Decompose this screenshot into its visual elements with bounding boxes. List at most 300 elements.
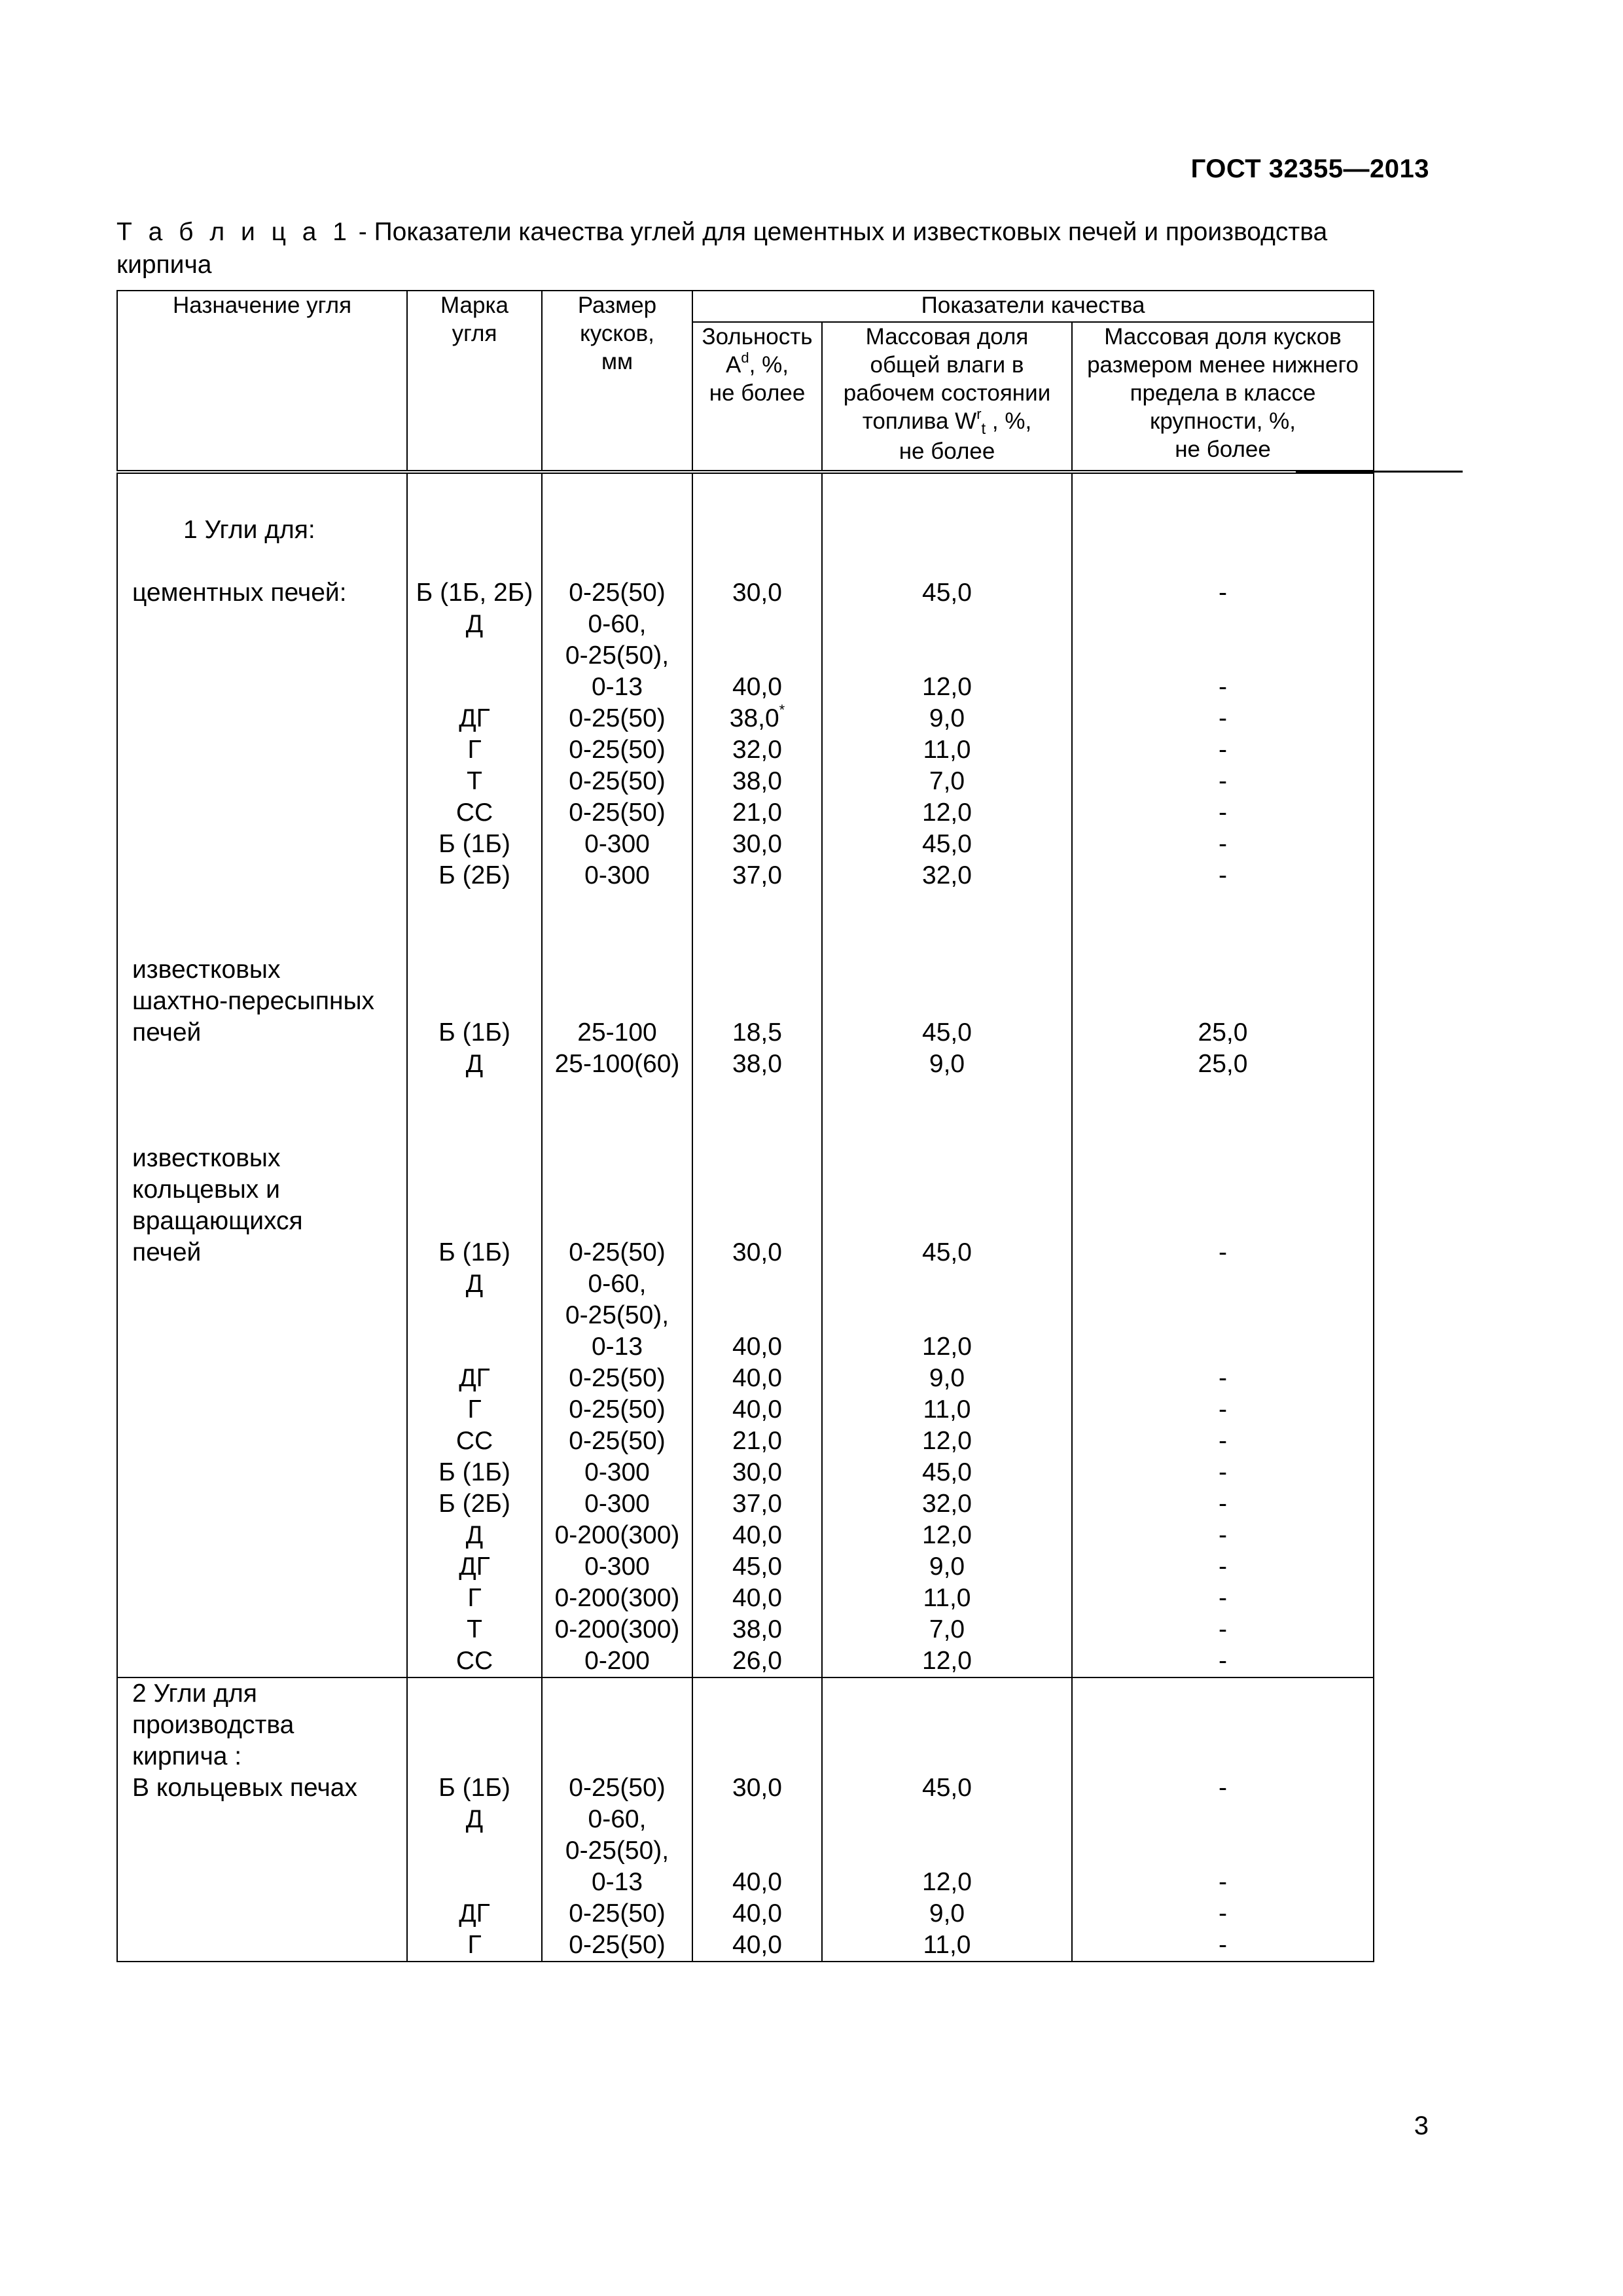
table-caption-prefix: Т а б л и ц а 1 bbox=[116, 218, 351, 246]
table-cell-line: 9,0 bbox=[929, 1899, 965, 1928]
table-cell-line bbox=[693, 1268, 821, 1300]
header-grade: Марка угля bbox=[407, 291, 542, 472]
table-cell-line: Д bbox=[465, 1521, 484, 1549]
table-cell-line: 40,0 bbox=[732, 673, 782, 701]
table-cell-line bbox=[132, 1331, 406, 1363]
table-cell-line: 11,0 bbox=[923, 1395, 971, 1424]
table-cell-line bbox=[823, 1678, 1071, 1710]
table-cell-line bbox=[1073, 1741, 1373, 1772]
table-cell-line: - bbox=[1219, 736, 1227, 764]
table-cell-line bbox=[408, 986, 541, 1017]
table-cell-line: 21,0 bbox=[732, 798, 782, 827]
table-cell-line: 0-13 bbox=[591, 673, 643, 701]
section1-moisture-cell bbox=[822, 472, 1072, 1677]
table-cell-line bbox=[823, 1174, 1071, 1206]
header-size: Размер кусков, мм bbox=[542, 291, 692, 472]
table-cell-line bbox=[823, 1111, 1071, 1143]
header-purpose: Назначение угля bbox=[117, 291, 407, 472]
table-cell-line bbox=[823, 546, 1071, 577]
table-cell-line bbox=[823, 1080, 1071, 1111]
document-id: ГОСТ 32355—2013 bbox=[1190, 154, 1429, 183]
table-cell-line: СС bbox=[455, 798, 493, 827]
table-cell-line bbox=[408, 1331, 541, 1363]
table-cell-line: - bbox=[1219, 767, 1227, 795]
table-cell-line: 0-25(50) bbox=[569, 1774, 666, 1802]
table-cell-line bbox=[823, 1710, 1071, 1741]
table-cell-line bbox=[132, 672, 406, 703]
table-cell-line bbox=[132, 734, 406, 766]
table-cell-line bbox=[693, 514, 821, 546]
table-cell-line: 7,0 bbox=[929, 1615, 965, 1643]
table-cell-line bbox=[132, 1111, 406, 1143]
table-cell-line bbox=[1073, 640, 1373, 672]
table-cell-line: 0-60, bbox=[588, 610, 647, 638]
table-cell-line: 38,0* bbox=[729, 702, 785, 732]
table-cell-line bbox=[132, 1457, 406, 1488]
header-moisture: Массовая доля общей влаги в рабочем состоянии топлива $W^r_t$ , %, не более bbox=[822, 322, 1072, 472]
table-cell-line bbox=[823, 1835, 1071, 1867]
table-cell-line bbox=[408, 1835, 541, 1867]
table-cell-line: - bbox=[1219, 1615, 1227, 1643]
table-cell-line: известковых bbox=[132, 1144, 281, 1172]
section2-grade-cell bbox=[407, 1677, 542, 1962]
table-cell-line bbox=[132, 1583, 406, 1614]
table-cell-line bbox=[132, 1645, 406, 1677]
table-cell-line bbox=[1073, 1111, 1373, 1143]
table-cell-line: 32,0 bbox=[922, 861, 972, 889]
table-cell-line bbox=[543, 1174, 692, 1206]
table-cell-line bbox=[823, 1741, 1071, 1772]
table-cell-line: 0-60, bbox=[588, 1270, 647, 1298]
section1-purpose-cell bbox=[117, 472, 407, 1677]
table-cell-line: 30,0 bbox=[732, 1774, 782, 1802]
table-cell-line: ДГ bbox=[459, 1552, 490, 1581]
table-cell-line: 45,0 bbox=[922, 579, 972, 607]
table-cell-line: 32,0 bbox=[922, 1490, 972, 1518]
table-section-2 bbox=[117, 1677, 1374, 1962]
table-cell-line bbox=[693, 640, 821, 672]
table-cell-line bbox=[693, 986, 821, 1017]
table-cell-line: 0-25(50) bbox=[569, 579, 666, 607]
table-cell-line bbox=[1073, 1678, 1373, 1710]
table-cell-line: 12,0 bbox=[922, 1868, 972, 1896]
table-cell-line: - bbox=[1219, 1647, 1227, 1675]
table-cell-line bbox=[132, 1363, 406, 1394]
table-cell-line: кольцевых и bbox=[132, 1175, 280, 1204]
table-cell-line: 0-300 bbox=[584, 1458, 650, 1486]
table-cell-line: 0-25(50) bbox=[569, 767, 666, 795]
table-cell-line: 0-60, bbox=[588, 1805, 647, 1833]
table-cell-line: 7,0 bbox=[929, 767, 965, 795]
table-cell-line bbox=[543, 1143, 692, 1174]
table-cell-line: 0-25(50) bbox=[569, 798, 666, 827]
table-cell-line: 0-300 bbox=[584, 830, 650, 858]
header-ash: Зольность $A^d$, %, не более bbox=[692, 322, 822, 472]
table-cell-line bbox=[693, 1300, 821, 1331]
table-cell-line bbox=[132, 640, 406, 672]
table-cell-line bbox=[693, 1804, 821, 1835]
table-cell-line: 9,0 bbox=[929, 1364, 965, 1392]
table-cell-line bbox=[693, 954, 821, 986]
section1-grade-cell bbox=[407, 472, 542, 1677]
table-cell-line bbox=[543, 986, 692, 1017]
table-cell-line bbox=[823, 1268, 1071, 1300]
table-cell-line: Г bbox=[467, 1395, 482, 1424]
table-cell-line: 38,0 bbox=[732, 1050, 782, 1078]
table-cell-line: 30,0 bbox=[732, 1238, 782, 1266]
table-cell-line bbox=[693, 1174, 821, 1206]
table-cell-line: Б (1Б) bbox=[438, 1458, 510, 1486]
table-caption bbox=[116, 216, 1386, 281]
table-cell-line bbox=[823, 1804, 1071, 1835]
table-cell-line bbox=[543, 1080, 692, 1111]
table-cell-line: Д bbox=[465, 610, 484, 638]
table-cell-line: 25-100(60) bbox=[554, 1050, 680, 1078]
table-cell-line: 0-13 bbox=[591, 1868, 643, 1896]
table-cell-line bbox=[693, 923, 821, 954]
table-cell-line bbox=[823, 609, 1071, 640]
table-cell-line bbox=[823, 1143, 1071, 1174]
table-cell-line: 25,0 bbox=[1198, 1050, 1248, 1078]
table-cell-line: 45,0 bbox=[732, 1552, 782, 1581]
table-cell-line: 12,0 bbox=[922, 673, 972, 701]
table-cell-line bbox=[1073, 1268, 1373, 1300]
section1-fines-cell bbox=[1072, 472, 1374, 1677]
table-cell-line: Б (1Б, 2Б) bbox=[416, 579, 533, 607]
table-cell-line: СС bbox=[455, 1647, 493, 1675]
table-cell-line: 40,0 bbox=[732, 1521, 782, 1549]
table-cell-line: 40,0 bbox=[732, 1931, 782, 1959]
table-cell-line: 30,0 bbox=[732, 830, 782, 858]
table-cell-line bbox=[132, 1551, 406, 1583]
table-cell-line bbox=[132, 829, 406, 860]
table-cell-line: 12,0 bbox=[922, 1333, 972, 1361]
table-cell-line bbox=[823, 986, 1071, 1017]
table-cell-line bbox=[693, 1206, 821, 1237]
table-cell-line bbox=[132, 1614, 406, 1645]
table-cell-line: В кольцевых печах bbox=[132, 1774, 357, 1802]
table-cell-line: - bbox=[1219, 1395, 1227, 1424]
table-cell-line bbox=[132, 609, 406, 640]
table-cell-line bbox=[1073, 1331, 1373, 1363]
table-cell-line: известковых bbox=[132, 956, 281, 984]
table-cell-line bbox=[1073, 1143, 1373, 1174]
table-cell-line: 0-25(50), bbox=[565, 641, 669, 670]
table-cell-line bbox=[408, 891, 541, 923]
table-cell-line: - bbox=[1219, 704, 1227, 732]
table-cell-line bbox=[408, 514, 541, 546]
table-cell-line bbox=[132, 1835, 406, 1867]
table-cell-line: 0-13 bbox=[591, 1333, 643, 1361]
table-cell-line bbox=[132, 1867, 406, 1898]
table-cell-line: 0-25(50), bbox=[565, 1301, 669, 1329]
table-cell-line: - bbox=[1219, 1490, 1227, 1518]
table-cell-line: Г bbox=[467, 1931, 482, 1959]
table-cell-line bbox=[132, 766, 406, 797]
table-cell-line: 11,0 bbox=[923, 736, 971, 764]
header-quality-group: Показатели качества bbox=[692, 291, 1374, 322]
table-cell-line: 26,0 bbox=[732, 1647, 782, 1675]
table-cell-line: 0-200(300) bbox=[554, 1615, 680, 1643]
table-cell-line bbox=[132, 891, 406, 923]
table-cell-line: 45,0 bbox=[922, 1238, 972, 1266]
table-cell-line: 12,0 bbox=[922, 798, 972, 827]
table-cell-line: 0-200 bbox=[584, 1647, 650, 1675]
table-cell-line bbox=[543, 1710, 692, 1741]
table-cell-line bbox=[1073, 1300, 1373, 1331]
table-cell-line: 25,0 bbox=[1198, 1018, 1248, 1047]
table-cell-line bbox=[1073, 986, 1373, 1017]
table-cell-line bbox=[823, 954, 1071, 986]
table-cell-line bbox=[693, 1835, 821, 1867]
table-cell-line: 0-25(50) bbox=[569, 1931, 666, 1959]
table-cell-line bbox=[408, 1710, 541, 1741]
section1-ash-cell bbox=[692, 472, 822, 1677]
table-cell-line: - bbox=[1219, 1899, 1227, 1928]
table-cell-line: - bbox=[1219, 830, 1227, 858]
table-cell-line bbox=[408, 954, 541, 986]
table-cell-line bbox=[132, 1394, 406, 1426]
section2-ash-cell bbox=[692, 1677, 822, 1962]
table-cell-line bbox=[132, 1268, 406, 1300]
table-cell-line: печей bbox=[132, 1018, 202, 1047]
table-cell-line bbox=[823, 640, 1071, 672]
table-cell-line: Б (1Б) bbox=[438, 1774, 510, 1802]
table-cell-line bbox=[543, 514, 692, 546]
table-cell-line: вращающихся bbox=[132, 1207, 303, 1235]
section2-size-cell bbox=[542, 1677, 692, 1962]
table-cell-line bbox=[1073, 1206, 1373, 1237]
table-cell-line: Б (2Б) bbox=[438, 1490, 510, 1518]
table-cell-line bbox=[408, 1111, 541, 1143]
table-cell-line bbox=[543, 1111, 692, 1143]
table-cell-line bbox=[408, 672, 541, 703]
table-cell-line bbox=[408, 1206, 541, 1237]
table-cell-line: 37,0 bbox=[732, 1490, 782, 1518]
table-cell-line bbox=[132, 1300, 406, 1331]
table-cell-line bbox=[1073, 954, 1373, 986]
table-cell-line: Г bbox=[467, 736, 482, 764]
table-cell-line bbox=[408, 1080, 541, 1111]
table-cell-line: 0-300 bbox=[584, 1552, 650, 1581]
table-cell-line: Т bbox=[467, 767, 482, 795]
table-cell-line bbox=[132, 1488, 406, 1520]
table-cell-line: 21,0 bbox=[732, 1427, 782, 1455]
table-cell-line: - bbox=[1219, 1584, 1227, 1612]
table-cell-line: 0-25(50) bbox=[569, 1238, 666, 1266]
table-cell-line bbox=[132, 923, 406, 954]
table-cell-line bbox=[132, 797, 406, 829]
table-cell-line bbox=[1073, 609, 1373, 640]
table-cell-line bbox=[543, 1678, 692, 1710]
table-cell-line bbox=[693, 1143, 821, 1174]
table-cell-line: - bbox=[1219, 673, 1227, 701]
table-cell-line: Б (1Б) bbox=[438, 1238, 510, 1266]
header-fines: Массовая доля кусков размером менее нижнего предела в классе крупности, %, не более bbox=[1072, 322, 1374, 472]
table-cell-line: 12,0 bbox=[922, 1521, 972, 1549]
table-cell-line: печей bbox=[132, 1238, 202, 1266]
table-cell-line: 40,0 bbox=[732, 1364, 782, 1392]
table-cell-line: 0-200(300) bbox=[554, 1521, 680, 1549]
table-cell-line: производства bbox=[132, 1711, 294, 1739]
table-cell-line bbox=[132, 546, 406, 577]
table-cell-line bbox=[408, 1143, 541, 1174]
table-cell-line bbox=[132, 1080, 406, 1111]
table-cell-line: - bbox=[1219, 1364, 1227, 1392]
table-cell-line bbox=[408, 1174, 541, 1206]
table-cell-line bbox=[1073, 1710, 1373, 1741]
table-cell-line bbox=[823, 891, 1071, 923]
table-cell-line: 0-200(300) bbox=[554, 1584, 680, 1612]
coal-quality-table bbox=[116, 290, 1374, 1962]
table-cell-line: 30,0 bbox=[732, 579, 782, 607]
table-cell-line: Б (1Б) bbox=[438, 830, 510, 858]
table-cell-line: Г bbox=[467, 1584, 482, 1612]
page-number: 3 bbox=[1414, 2111, 1429, 2140]
table-cell-line bbox=[408, 1678, 541, 1710]
table-cell-line bbox=[132, 1520, 406, 1551]
table-cell-line bbox=[408, 640, 541, 672]
table-cell-line: ДГ bbox=[459, 704, 490, 732]
table-cell-line: 18,5 bbox=[732, 1018, 782, 1047]
table-cell-line bbox=[693, 1678, 821, 1710]
table-cell-line bbox=[693, 546, 821, 577]
table-cell-line: 9,0 bbox=[929, 704, 965, 732]
section2-purpose-cell bbox=[117, 1677, 407, 1962]
section2-moisture-cell bbox=[822, 1677, 1072, 1962]
table-cell-line: 38,0 bbox=[732, 1615, 782, 1643]
table-cell-line bbox=[132, 1929, 406, 1961]
table-cell-line: 0-25(50) bbox=[569, 1395, 666, 1424]
table-cell-line: шахтно-пересыпных bbox=[132, 987, 375, 1015]
table-cell-line bbox=[1073, 514, 1373, 546]
table-cell-line bbox=[408, 923, 541, 954]
table-cell-line: - bbox=[1219, 861, 1227, 889]
table-cell-line: кирпича : bbox=[132, 1742, 242, 1770]
table-cell-line bbox=[693, 609, 821, 640]
table-cell-line bbox=[543, 546, 692, 577]
table-cell-line: 0-300 bbox=[584, 1490, 650, 1518]
table-cell-line bbox=[1073, 891, 1373, 923]
table-cell-line: Д bbox=[465, 1805, 484, 1833]
table-cell-line bbox=[1073, 1080, 1373, 1111]
table-cell-line: 0-25(50) bbox=[569, 1899, 666, 1928]
table-cell-line: 32,0 bbox=[732, 736, 782, 764]
table-cell-line: - bbox=[1219, 1238, 1227, 1266]
table-caption-text: - Показатели качества углей для цементных и известковых печей и производства кирпича bbox=[116, 218, 1328, 279]
table-cell-line: Д bbox=[465, 1050, 484, 1078]
table-cell-line bbox=[408, 546, 541, 577]
table-cell-line: 11,0 bbox=[923, 1931, 971, 1959]
table-cell-line: ДГ bbox=[459, 1899, 490, 1928]
table-cell-line bbox=[1073, 923, 1373, 954]
table-cell-line bbox=[693, 1080, 821, 1111]
table-cell-line bbox=[1073, 1835, 1373, 1867]
table-cell-line bbox=[1073, 1804, 1373, 1835]
table-cell-line bbox=[693, 1710, 821, 1741]
table-cell-line: 0-25(50) bbox=[569, 1427, 666, 1455]
table-cell-line: 45,0 bbox=[922, 1018, 972, 1047]
table-cell-line: 40,0 bbox=[732, 1584, 782, 1612]
table-cell-line bbox=[132, 703, 406, 734]
table-cell-line: ДГ bbox=[459, 1364, 490, 1392]
table-cell-line bbox=[543, 1206, 692, 1237]
table-cell-line: - bbox=[1219, 579, 1227, 607]
table-cell-line: - bbox=[1219, 798, 1227, 827]
table-cell-line: - bbox=[1219, 1774, 1227, 1802]
table-cell-line: СС bbox=[455, 1427, 493, 1455]
table-cell-line: 12,0 bbox=[922, 1427, 972, 1455]
table-cell-line bbox=[823, 1206, 1071, 1237]
table-cell-line bbox=[408, 1741, 541, 1772]
table-cell-line: 37,0 bbox=[732, 861, 782, 889]
table-cell-line bbox=[823, 923, 1071, 954]
table-cell-line: Т bbox=[467, 1615, 482, 1643]
table-cell-line: 40,0 bbox=[732, 1899, 782, 1928]
table-cell-line: 45,0 bbox=[922, 830, 972, 858]
section1-size-cell bbox=[542, 472, 692, 1677]
table-cell-line: 12,0 bbox=[922, 1647, 972, 1675]
table-cell-line: 40,0 bbox=[732, 1333, 782, 1361]
table-cell-line: 0-25(50) bbox=[569, 736, 666, 764]
table-cell-line bbox=[408, 1300, 541, 1331]
table-cell-line bbox=[1073, 1174, 1373, 1206]
table-cell-line bbox=[132, 860, 406, 891]
table-cell-line bbox=[693, 891, 821, 923]
table-cell-line bbox=[543, 923, 692, 954]
footnote-mark: * bbox=[779, 702, 785, 718]
table-cell-line: Б (1Б) bbox=[438, 1018, 510, 1047]
table-cell-line: 25-100 bbox=[577, 1018, 657, 1047]
table-cell-line: 2 Угли для bbox=[132, 1679, 257, 1708]
table-cell-line: 11,0 bbox=[923, 1584, 971, 1612]
table-cell-line bbox=[823, 514, 1071, 546]
table-cell-line: 40,0 bbox=[732, 1868, 782, 1896]
table-cell-line: 45,0 bbox=[922, 1458, 972, 1486]
table-cell-line: - bbox=[1219, 1458, 1227, 1486]
table-cell-line: цементных печей: bbox=[132, 579, 347, 607]
table-cell-line: 9,0 bbox=[929, 1050, 965, 1078]
table-cell-line bbox=[132, 1426, 406, 1457]
table-cell-line: Б (2Б) bbox=[438, 861, 510, 889]
table-cell-line bbox=[132, 1804, 406, 1835]
table-cell-line bbox=[132, 1898, 406, 1929]
table-cell-line bbox=[693, 1741, 821, 1772]
table-cell-line: 0-25(50) bbox=[569, 1364, 666, 1392]
table-cell-line: 45,0 bbox=[922, 1774, 972, 1802]
table-cell-line: 40,0 bbox=[732, 1395, 782, 1424]
table-cell-line: 0-25(50), bbox=[565, 1837, 669, 1865]
table-cell-line bbox=[543, 954, 692, 986]
table-cell-line: - bbox=[1219, 1931, 1227, 1959]
table-cell-line: - bbox=[1219, 1521, 1227, 1549]
table-cell-line bbox=[543, 1741, 692, 1772]
table-cell-line bbox=[823, 1300, 1071, 1331]
table-cell-line bbox=[132, 1049, 406, 1080]
table-cell-line: 0-25(50) bbox=[569, 704, 666, 732]
table-cell-line bbox=[693, 1111, 821, 1143]
table-section-1 bbox=[117, 472, 1374, 1677]
table-cell-line: - bbox=[1219, 1427, 1227, 1455]
table-cell-line: 0-300 bbox=[584, 861, 650, 889]
table-cell-line: 30,0 bbox=[732, 1458, 782, 1486]
table-cell-line: Д bbox=[465, 1270, 484, 1298]
table-cell-line: 9,0 bbox=[929, 1552, 965, 1581]
table-cell-line bbox=[408, 1867, 541, 1898]
table-cell-line: 38,0 bbox=[732, 767, 782, 795]
section2-fines-cell bbox=[1072, 1677, 1374, 1962]
table-cell-line: - bbox=[1219, 1868, 1227, 1896]
